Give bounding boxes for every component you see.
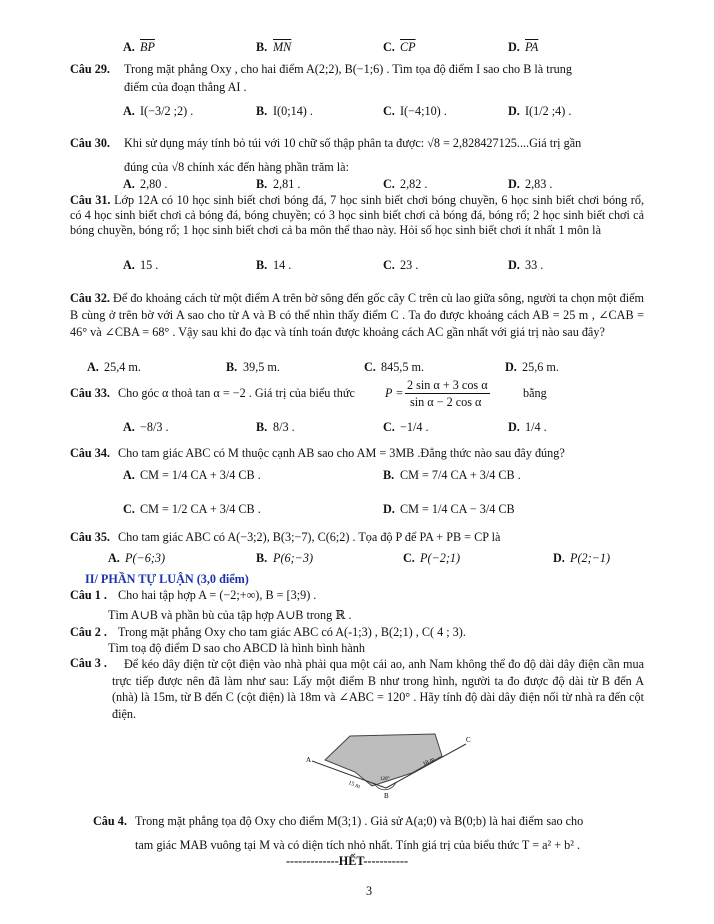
top-opt-d-label: D. [508,40,520,54]
q32-opt-d: 25,6 m. [522,360,559,374]
q30-opt-c-label: C. [383,177,395,191]
e1-label: Câu 1 . [70,588,107,602]
q30-text-2: đúng của √8 chính xác đến hàng phần trăm là: [124,160,349,174]
q30-opt-b: 2,81 . [273,177,301,191]
q34-text: Cho tam giác ABC có M thuộc cạnh AB sao cho AM = 3MB .Đẳng thức nào sau đây đúng? [118,446,565,460]
q29-opt-a-label: A. [123,104,135,118]
e4-text-2: tam giác MAB vuông tại M và có diện tích nhỏ nhất. Tính giá trị của biểu thức T = a² + b² . [135,838,580,852]
q31-label: Câu 31. [70,193,111,207]
q34-opt-a-label: A. [123,468,135,482]
q33-expr-p: P = [385,386,404,400]
q30-opt-a-label: A. [123,177,135,191]
e2-label: Câu 2 . [70,625,107,639]
q32-opt-a-label: A. [87,360,99,374]
q33-tail: bằng [523,386,547,400]
q29-opt-c-label: C. [383,104,395,118]
q31-text [70,193,644,238]
top-opt-a-value: $\overline{BP}$ [140,40,155,54]
e3-text: Để kéo dây điện từ cột điện vào nhà phải qua một cái ao, anh Nam không thể đo độ dài dây điện cần mua trực tiếp được nên đã làm như sau: Lấy một điểm B như trong hình, người ta đo được độ dài từ B đến A (nhà) là 15m, từ B đến C (cột điện) là 18m và ∠ABC = 120° . Hãy tính độ dài dây điện nối từ nhà ra đến cột điện. [112,657,644,721]
section-heading: II/ PHẦN TỰ LUẬN (3,0 điểm) [85,572,249,586]
q34-opt-d-label: D. [383,502,395,516]
q32-opt-b: 39,5 m. [243,360,280,374]
q31-opt-d: 33 . [525,258,544,272]
q31-opt-d-label: D. [508,258,520,272]
q30-opt-b-label: B. [256,177,268,191]
q32-body: Để đo khoảng cách từ một điểm A trên bờ sông đến gốc cây C trên cù lao giữa sông, người ta chọn một điểm B cùng ở trên bờ với A sao cho từ A và B có thể nhìn thấy điểm C . Ta đo được khoảng cách AB = 25 m , ∠CAB = 46° và ∠CBA = 68° . Vậy sau khi đo đạc và tính toán được khoảng cách AC gần nhất với giá trị nào sau đây? [70,291,644,339]
q31-opt-b-label: B. [256,258,268,272]
q33-denominator: sin α − 2 cos α [410,395,482,409]
q30-text-1: Khi sử dụng máy tính bỏ túi với 10 chữ số thập phân ta được: √8 = 2,828427125....Giá trị gần [124,136,582,150]
label-bc-length: 18 m [422,756,436,768]
q34-opt-b: CM = 7/4 CA + 3/4 CB . [400,468,521,482]
q29-opt-d: I(1/2 ;4) . [525,104,572,118]
q33-opt-b-label: B. [256,420,268,434]
page-number: 3 [366,884,373,898]
q34-opt-a: CM = 1/4 CA + 3/4 CB . [140,468,261,482]
q31-opt-c-label: C. [383,258,395,272]
e2-text: Trong mặt phẳng Oxy cho tam giác ABC có A(-1;3) , B(2;1) , C( 4 ; 3). [118,625,466,639]
q34-opt-c: CM = 1/2 CA + 3/4 CB . [140,502,261,516]
q29-opt-b-label: B. [256,104,268,118]
top-opt-c-value: $\overline{CP}$ [400,40,416,54]
e3-label: Câu 3 . [70,656,107,670]
q29-opt-c: I(−4;10) . [400,104,447,118]
label-angle: 120° [380,777,390,782]
q29-text-2: điểm của đoạn thẳng AI . [124,80,247,94]
top-opt-b-label: B. [256,40,268,54]
e1-text: Cho hai tập hợp A = (−2;+∞), B = [3;9) . [118,588,317,602]
e1-text-2: Tìm A∪B và phần bù của tập hợp A∪B trong ℝ . [108,608,352,622]
q33-opt-c: −1/4 . [400,420,429,434]
q33-numerator: 2 sin α + 3 cos α [405,378,490,394]
q33-opt-a-label: A. [123,420,135,434]
q34-opt-b-label: B. [383,468,395,482]
q32-label: Câu 32. [70,291,110,305]
q35-opt-d-label: D. [553,551,565,565]
q34-opt-c-label: C. [123,502,135,516]
q30-opt-c: 2,82 . [400,177,428,191]
q35-opt-c-label: C. [403,551,415,565]
end-marker: -------------HẾT----------- [286,854,409,868]
q32-opt-c: 845,5 m. [381,360,424,374]
q35-opt-d: P(2;−1) [570,551,611,565]
q32-opt-d-label: D. [505,360,517,374]
q33-text: Cho góc α thoả tan α = −2 . Giá trị của biểu thức [118,386,355,400]
q30-opt-a: 2,80 . [140,177,168,191]
label-a: A [306,756,312,764]
q35-opt-a: P(−6;3) [125,551,166,565]
e2-text-2: Tìm toạ độ điểm D sao cho ABCD là hình bình hành [108,641,365,655]
top-opt-b-value: $\overline{MN}$ [273,40,292,54]
q29-label: Câu 29. [70,62,110,76]
q34-label: Câu 34. [70,446,110,460]
pond-figure [300,728,480,812]
q29-text-1: Trong mặt phẳng Oxy , cho hai điểm A(2;2), B(−1;6) . Tìm tọa độ điểm I sao cho B là trung [124,62,572,76]
q35-opt-b-label: B. [256,551,268,565]
q30-label: Câu 30. [70,136,110,150]
q34-opt-d: CM = 1/4 CA − 3/4 CB [400,502,515,516]
q31-opt-a: 15 . [140,258,159,272]
e4-label: Câu 4. [93,814,127,828]
q35-opt-a-label: A. [108,551,120,565]
q35-text: Cho tam giác ABC có A(−3;2), B(3;−7), C(6;2) . Tọa độ P để PA + PB = CP là [118,530,501,544]
e4-text-1: Trong mặt phẳng tọa độ Oxy cho điểm M(3;1) . Giả sử A(a;0) và B(0;b) là hai điểm sao cho [135,814,584,828]
top-opt-d-value: $\overline{PA}$ [525,40,539,54]
q32-text [70,290,644,341]
q31-opt-a-label: A. [123,258,135,272]
top-opt-c-label: C. [383,40,395,54]
q29-opt-a: I(−3/2 ;2) . [140,104,194,118]
q31-opt-b: 14 . [273,258,292,272]
label-c: C [466,736,471,744]
q31-body: Lớp 12A có 10 học sinh biết chơi bóng đá, 7 học sinh biết chơi bóng chuyền, 6 học sinh biết chơi bóng rổ, có 4 học sinh biết chơi cả bóng đá, bóng chuyền; có 3 học sinh biết chơi cả bóng đá, bóng rổ; 2 học sinh biết chơi cả bóng chuyền, bóng rổ; 1 học sinh biết chơi cả ba môn thể thao này. Hỏi số học sinh biết chơi ít nhất 1 môn là [70,193,644,237]
q33-opt-c-label: C. [383,420,395,434]
q29-opt-b: I(0;14) . [273,104,313,118]
top-opt-a-label: A. [123,40,135,54]
q35-label: Câu 35. [70,530,110,544]
label-b: B [384,792,389,800]
q32-opt-c-label: C. [364,360,376,374]
q29-opt-d-label: D. [508,104,520,118]
q33-label: Câu 33. [70,386,110,400]
q32-opt-a: 25,4 m. [104,360,141,374]
q33-opt-d: 1/4 . [525,420,547,434]
q30-opt-d: 2,83 . [525,177,553,191]
label-ab-length: 15 m [347,780,361,791]
q31-opt-c: 23 . [400,258,419,272]
q32-opt-b-label: B. [226,360,238,374]
q33-opt-b: 8/3 . [273,420,295,434]
q35-opt-c: P(−2;1) [420,551,461,565]
q33-opt-a: −8/3 . [140,420,169,434]
q35-opt-b: P(6;−3) [273,551,314,565]
q30-opt-d-label: D. [508,177,520,191]
q33-opt-d-label: D. [508,420,520,434]
